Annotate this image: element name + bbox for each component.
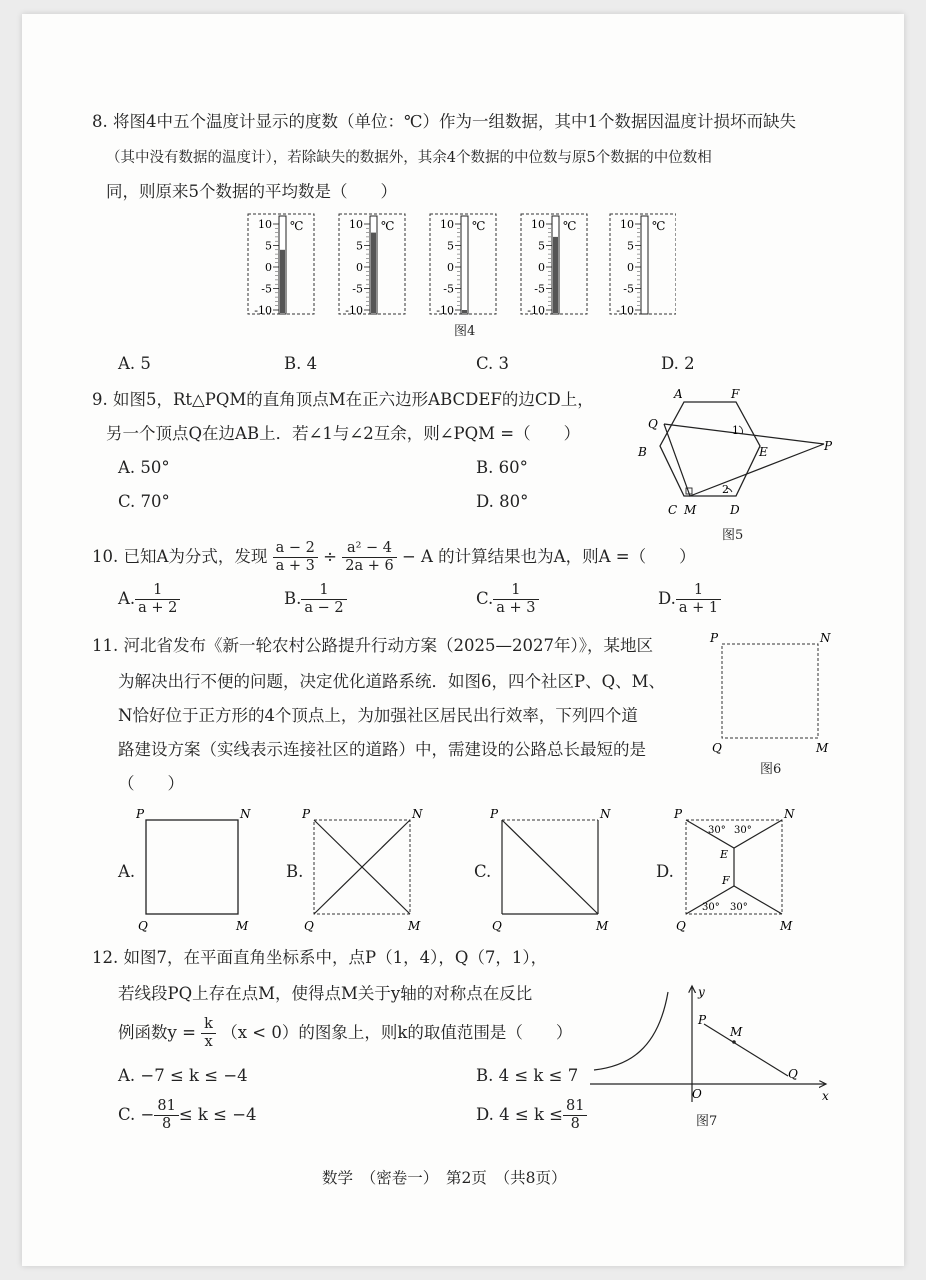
fig5-caption: 图5: [722, 528, 744, 543]
svg-text:y: y: [698, 985, 705, 999]
q11-line2: 为解决出行不便的问题，决定优化道路系统．如图6，四个社区P、Q、M、: [118, 672, 666, 691]
q11-option-a-label[interactable]: A.: [118, 862, 136, 881]
q12-option-a[interactable]: A. −7 ≤ k ≤ −4: [118, 1066, 248, 1085]
svg-text:P: P: [698, 1013, 707, 1027]
tick-label: -10: [345, 304, 363, 317]
q11-line1: 11. 河北省发布《新一轮农村公路提升行动方案（2025—2027年）》，某地区: [92, 636, 653, 655]
svg-text:N: N: [412, 807, 423, 821]
q12-line3: 例函数y = $\frac{k}{x}$ （x < 0）的图象上，则k的取值范围是（ ）: [118, 1016, 573, 1050]
tick-label: 0: [538, 261, 545, 274]
svg-text:M: M: [730, 1025, 743, 1039]
tick-label: 5: [447, 239, 454, 253]
q10-tail: − A 的计算结果也为A，则A =（ ）: [401, 547, 696, 566]
q10-stem: [92, 540, 696, 575]
q11-option-d-figure[interactable]: [672, 806, 798, 934]
svg-text:P: P: [302, 807, 311, 821]
fig6-caption: 图6: [760, 762, 782, 777]
hex-label-d: D: [730, 503, 740, 517]
thermometer-tube: [461, 216, 468, 314]
svg-text:x: x: [822, 1089, 829, 1103]
q12-option-b[interactable]: B. 4 ≤ k ≤ 7: [476, 1066, 579, 1085]
q11-line4: 路建设方案（实线表示连接社区的道路）中，需建设的公路总长最短的是: [118, 740, 646, 759]
q10-div-sign: ÷: [323, 547, 337, 566]
q12-option-d[interactable]: D. 4 ≤ k ≤ $\frac{81}{8}$: [476, 1098, 587, 1133]
q9-option-c[interactable]: C. 70°: [118, 492, 170, 511]
svg-text:P: P: [490, 807, 499, 821]
thermometer-level: [371, 233, 376, 313]
q11-line3: N恰好位于正方形的4个顶点上，为加强社区居民出行效率，下列四个道: [118, 706, 638, 725]
tick-label: -5: [261, 282, 272, 296]
svg-text:P: P: [136, 807, 145, 821]
tick-label: -10: [436, 304, 454, 317]
q10-lead: 10. 已知A为分式，发现: [92, 547, 268, 566]
hex-label-p: P: [824, 439, 833, 453]
q11-option-b-label[interactable]: B.: [286, 862, 304, 881]
q8-line2: （其中没有数据的温度计），若除缺失的数据外，其余4个数据的中位数与原5个数据的中位数相: [106, 150, 712, 166]
tick-label: 5: [627, 239, 634, 253]
thermometers-figure: [246, 212, 676, 320]
q12-line2: 若线段PQ上存在点M，使得点M关于y轴的对称点在反比: [118, 984, 533, 1003]
svg-text:O: O: [692, 1087, 702, 1101]
svg-text:Q: Q: [712, 741, 722, 755]
q8-option-a[interactable]: A. 5: [118, 354, 151, 373]
tick-label: 10: [440, 218, 454, 231]
svg-text:N: N: [784, 807, 795, 821]
q11-option-d-label[interactable]: D.: [656, 862, 674, 881]
q10-option-a[interactable]: A. $\frac{1}{a + 2}$: [118, 582, 180, 617]
q10-option-b[interactable]: B. $\frac{1}{a - 2}$: [284, 582, 347, 617]
thermometer-level: [462, 310, 467, 313]
q9-option-d[interactable]: D. 80°: [476, 492, 529, 511]
q8-option-d[interactable]: D. 2: [661, 354, 695, 373]
tick-label: -10: [616, 304, 634, 317]
thermometer-tube: [641, 216, 648, 314]
celsius-unit: ℃: [472, 219, 486, 233]
q12-frac-kx: $\frac{k}{x}$: [201, 1016, 216, 1051]
svg-text:N: N: [820, 631, 831, 645]
svg-text:Q: Q: [788, 1067, 798, 1081]
tick-label: 0: [356, 261, 363, 274]
q11-line5: （ ）: [118, 774, 184, 793]
hex-angle-1: 1: [732, 424, 739, 437]
tick-label: -5: [352, 282, 363, 296]
tick-label: -10: [527, 304, 545, 317]
svg-text:30°: 30°: [702, 902, 720, 913]
hex-label-a: A: [674, 387, 683, 401]
q10-option-d[interactable]: D. $\frac{1}{a + 1}$: [658, 582, 721, 617]
svg-text:N: N: [240, 807, 251, 821]
q11-option-c-figure[interactable]: [490, 806, 616, 934]
svg-text:30°: 30°: [730, 902, 748, 913]
tick-label: 0: [265, 261, 272, 274]
tick-label: 10: [349, 218, 363, 231]
tick-label: 10: [620, 218, 634, 231]
coordinate-figure-7: [588, 980, 834, 1106]
q8-option-c[interactable]: C. 3: [476, 354, 510, 373]
square-figure-6: [708, 628, 838, 758]
svg-text:Q: Q: [492, 919, 502, 933]
tick-label: 10: [258, 218, 272, 231]
tick-label: -5: [534, 282, 545, 296]
tick-label: 5: [265, 239, 272, 253]
q8-line3: 同，则原来5个数据的平均数是（ ）: [106, 182, 397, 201]
q10-fraction-2: $\frac{\text{a² − 4}}{2a + 6}$: [342, 540, 396, 575]
q9-option-b[interactable]: B. 60°: [476, 458, 528, 477]
svg-text:F: F: [722, 874, 730, 887]
fig4-caption: 图4: [454, 324, 476, 339]
svg-text:M: M: [596, 919, 609, 933]
thermometer-level: [280, 250, 285, 313]
svg-text:M: M: [816, 741, 829, 755]
fig7-caption: 图7: [696, 1114, 718, 1129]
q10-fraction-1: $\frac{a - 2}{a + 3}$: [273, 540, 318, 575]
q8-option-b[interactable]: B. 4: [284, 354, 318, 373]
tick-label: 0: [627, 261, 634, 274]
svg-text:30°: 30°: [708, 825, 726, 836]
hexagon-figure: [628, 384, 838, 524]
svg-text:Q: Q: [676, 919, 686, 933]
svg-text:N: N: [600, 807, 611, 821]
tick-label: 5: [356, 239, 363, 253]
tick-label: -5: [623, 282, 634, 296]
svg-text:Q: Q: [138, 919, 148, 933]
q10-option-c[interactable]: C. $\frac{1}{a + 3}$: [476, 582, 539, 617]
svg-text:P: P: [674, 807, 683, 821]
q12-option-c[interactable]: C. − $\frac{81}{8}$ ≤ k ≤ −4: [118, 1098, 257, 1132]
q9-line1: 9. 如图5，Rt△PQM的直角顶点M在正六边形ABCDEF的边CD上，: [92, 390, 594, 409]
q12-line1: 12. 如图7，在平面直角坐标系中，点P（1，4），Q（7，1），: [92, 948, 548, 967]
q11-option-a-figure[interactable]: [136, 806, 254, 934]
hex-label-m: M: [684, 503, 697, 517]
thermometer-level: [553, 237, 558, 313]
svg-text:M: M: [780, 919, 793, 933]
svg-text:M: M: [236, 919, 249, 933]
q8-line1: 8. 将图4中五个温度计显示的度数（单位：℃）作为一组数据，其中1个数据因温度计损坏而缺失: [92, 112, 796, 131]
q9-option-a[interactable]: A. 50°: [118, 458, 170, 477]
celsius-unit: ℃: [290, 219, 304, 233]
tick-label: 0: [447, 261, 454, 274]
svg-text:M: M: [408, 919, 421, 933]
tick-label: 10: [531, 218, 545, 231]
celsius-unit: ℃: [563, 219, 577, 233]
hex-label-b: B: [638, 445, 647, 459]
hex-label-f: F: [731, 387, 740, 401]
tick-label: -10: [254, 304, 272, 317]
hex-label-c: C: [668, 503, 678, 517]
svg-text:30°: 30°: [734, 825, 752, 836]
q11-option-c-label[interactable]: C.: [474, 862, 492, 881]
celsius-unit: ℃: [381, 219, 395, 233]
celsius-unit: ℃: [652, 219, 666, 233]
q9-line2: 另一个顶点Q在边AB上．若∠1与∠2互余，则∠PQM =（ ）: [106, 424, 581, 443]
page-footer: 数学 （密卷一） 第2页 （共8页）: [322, 1169, 567, 1187]
hex-label-q: Q: [648, 417, 658, 431]
tick-label: 5: [538, 239, 545, 253]
q11-option-b-figure[interactable]: [302, 806, 428, 934]
svg-text:Q: Q: [304, 919, 314, 933]
svg-text:P: P: [710, 631, 719, 645]
hex-label-e: E: [759, 445, 768, 459]
tick-label: -5: [443, 282, 454, 296]
svg-text:E: E: [720, 848, 729, 861]
hex-angle-2: 2: [722, 483, 729, 496]
